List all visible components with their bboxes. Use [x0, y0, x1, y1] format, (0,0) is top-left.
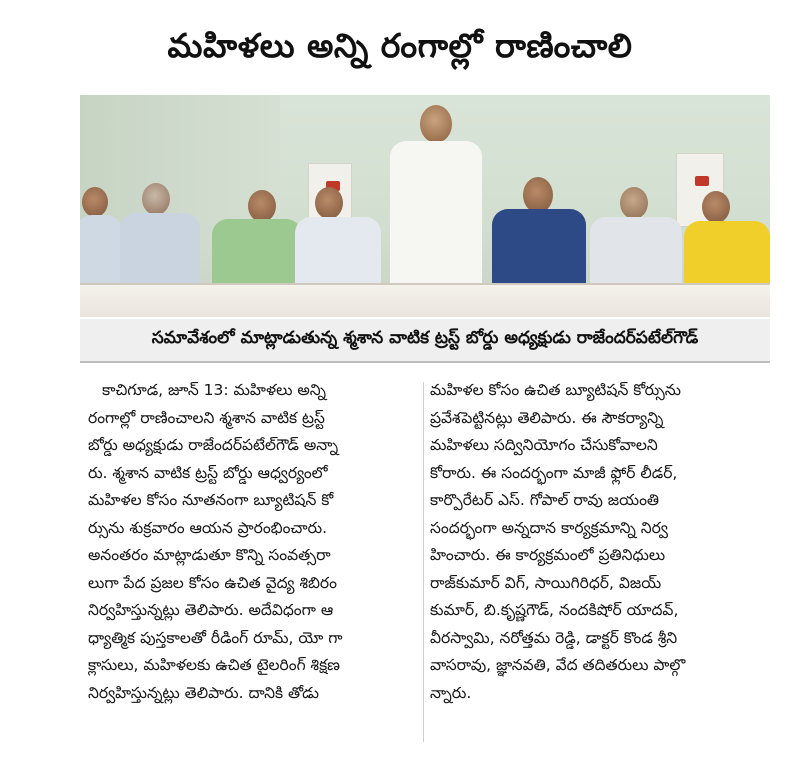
article-line: ధ్యాత్మిక పుస్తకాలతో రీడింగ్ రూమ్, యో గా — [88, 628, 343, 647]
article-line: వాసరావు, జ్ఞానవతి, వేద తదితరులు పాల్గొ — [430, 656, 686, 674]
article-line: మహిళల కోసం నూతనంగా బ్యూటిషన్ కో — [88, 491, 334, 509]
article-line: న్నారు. — [430, 683, 472, 702]
article-line: క్లాసులు, మహిళలకు ఉచిత టైలరింగ్ శిక్షణ — [88, 656, 340, 674]
article-line: మహిళల కోసం ఉచిత బ్యూటిషన్ కోర్సును — [430, 381, 682, 399]
article-line: నిర్వహిస్తున్నట్లు తెలిపారు. దానికి తోడు — [88, 683, 319, 702]
article-line: నిర్వహిస్తున్నట్లు తెలిపారు. అదేవిధంగా ఆ — [88, 601, 334, 619]
article-line: హించారు. ఈ కార్యక్రమంలో ప్రతినిధులు — [430, 546, 666, 564]
article-line: అనంతరం మాట్లాడుతూ కొన్ని సంవత్సరా — [88, 546, 331, 564]
article-line: లుగా పేద ప్రజల కోసం ఉచిత వైద్య శిబిరం — [88, 573, 337, 592]
article-line: కోరారు. ఈ సందర్భంగా మాజీ ఫ్లోర్ లీడర్, — [430, 463, 678, 482]
article-line: ప్రవేశపెట్టినట్లు తెలిపారు. ఈ సౌకర్యాన్ని — [430, 408, 664, 427]
article-line: ర్సును శుక్రవారం ఆయన ప్రారంభించారు. — [88, 518, 328, 537]
article-line: రంగాల్లో రాణించాలని శ్మశాన వాటిక ట్రస్ట్ — [88, 408, 325, 427]
article-line: సందర్భంగా అన్నదాన కార్యక్రమాన్ని నిర్వ — [430, 518, 668, 537]
table — [80, 283, 770, 317]
article-line: వీరస్వామి, నరోత్తమ రెడ్డి, డాక్టర్ కొండ శ్రీని — [430, 628, 678, 647]
article-column-right — [430, 377, 760, 707]
photo-caption: సమావేశంలో మాట్లాడుతున్న శ్మశాన వాటిక ట్రస్ట్ బోర్డు అధ్యక్షుడు రాజేందర్‌పటేల్‌గౌడ్ — [80, 319, 770, 363]
article-column-left — [88, 377, 418, 707]
article-line: మహిళలు సద్వినియోగం చేసుకోవాలని — [430, 436, 658, 454]
article-line: కార్పొరేటర్ ఎస్. గోపాల్ రావు జయంతి — [430, 491, 660, 509]
article-line: కుమార్, బి.కృష్ణగౌడ్, నందకిషోర్ యాదవ్, — [430, 601, 679, 619]
article-line: బోర్డు అధ్యక్షుడు రాజేందర్‌పటేల్‌గౌడ్ అన్నా — [88, 436, 339, 454]
article-line: కాచిగూడ, జూన్ 13: మహిళలు అన్ని — [102, 381, 326, 399]
article-line: రాజ్‌కుమార్ విగ్, సాయిగిరిధర్, విజయ్ — [430, 573, 662, 592]
news-photo — [80, 95, 770, 317]
column-divider — [423, 382, 424, 742]
article-line: రు. శ్మశాన వాటిక ట్రస్ట్ బోర్డు ఆధ్వర్యంలో — [88, 463, 328, 482]
headline: మహిళలు అన్ని రంగాల్లో రాణించాలి — [167, 26, 633, 65]
